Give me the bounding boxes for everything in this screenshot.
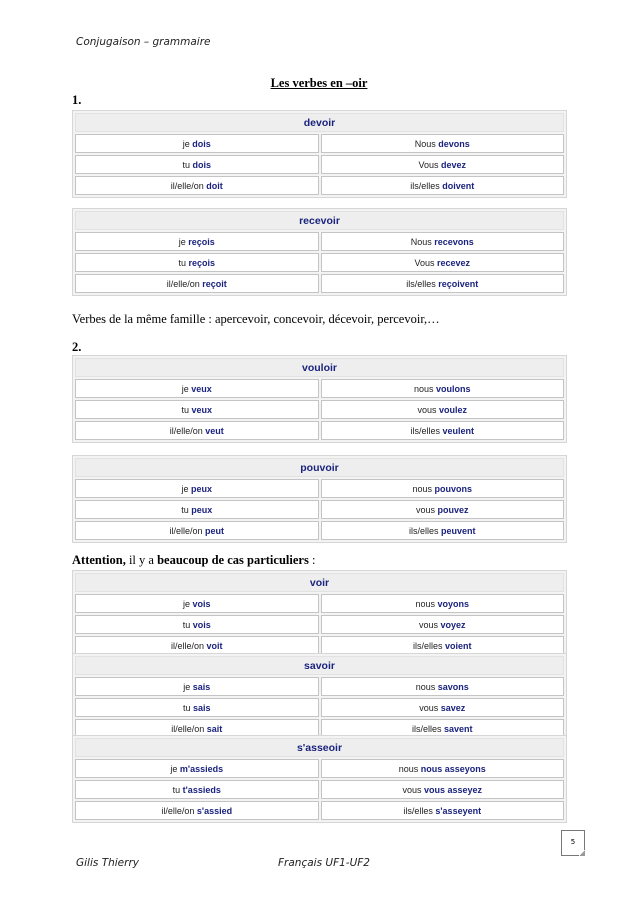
pronoun: vous [418,619,441,630]
conjugation-row [75,134,564,153]
pronoun: ils/elles [411,723,444,734]
document-title: Les verbes en –oir [270,76,368,90]
verb-form: peux [191,483,213,494]
plural-form [321,253,565,272]
verb-form: savez [440,702,466,713]
pronoun: Vous [414,257,437,268]
verb-form: sais [192,681,211,692]
pronoun: il/elle/on [171,723,207,734]
plural-form [321,594,565,613]
pronoun: nous [413,383,436,394]
verb-form: veux [191,383,212,394]
conjugation-row [75,698,564,717]
footer-author: Gilis Thierry [76,857,139,869]
plural-form [321,500,565,519]
pronoun: nous [412,483,435,494]
conjugation-row [75,479,564,498]
singular-form [75,274,319,293]
singular-form [75,253,319,272]
verb-form: s'asseyent [435,805,482,816]
singular-form [75,521,319,540]
pronoun: il/elle/on [161,805,197,816]
verb-form: reçoit [202,278,227,289]
conjugation-table-voir [72,570,567,658]
plural-form [321,232,565,251]
attention-emphasis: beaucoup de cas particuliers [157,553,309,567]
pronoun: je [178,236,189,247]
verb-form: reçoivent [438,278,479,289]
singular-form [75,615,319,634]
pronoun: Vous [418,159,441,170]
conjugation-table-vouloir [72,355,567,443]
verb-form: pouvons [434,483,473,494]
pronoun: tu [181,504,192,515]
conjugation-row [75,500,564,519]
page-number-badge: 5 [561,830,585,856]
page-header: Conjugaison – grammaire [76,36,211,48]
conjugation-row [75,521,564,540]
verb-form: m'assieds [179,763,224,774]
pronoun: vous [417,404,439,415]
pronoun: ils/elles [406,278,439,289]
pronoun: tu [172,784,183,795]
pronoun: ils/elles [410,180,443,191]
singular-form [75,698,319,717]
verb-form: voulons [436,383,471,394]
verb-form: voyons [437,598,470,609]
attention-paragraph [72,553,315,568]
conjugation-row [75,176,564,195]
pronoun: tu [181,404,192,415]
verb-form: nous asseyons [420,763,486,774]
plural-form [321,134,565,153]
pronoun: nous [398,763,421,774]
conjugation-row [75,759,564,778]
pronoun: tu [182,702,193,713]
conjugation-table-savoir [72,653,567,741]
plural-form [321,677,565,696]
attention-end: : [308,553,316,567]
verb-form: vois [192,598,211,609]
pronoun: ils/elles [410,425,443,436]
pronoun: vous [415,504,438,515]
verb-form: voient [445,640,472,651]
pronoun: vous [402,784,424,795]
verb-form: veut [205,425,224,436]
plural-form [321,780,565,799]
pronoun: je [181,383,192,394]
conjugation-table-devoir [72,110,567,198]
footer-course: Français UF1-UF2 [278,857,370,869]
pronoun: tu [178,257,189,268]
conjugation-table-sasseoir [72,735,567,823]
plural-form [321,698,565,717]
singular-form [75,594,319,613]
conjugation-row [75,232,564,251]
pronoun: nous [415,598,438,609]
singular-form [75,500,319,519]
attention-middle: il y a [125,553,158,567]
verb-form: peut [205,525,225,536]
plural-form [321,759,565,778]
pronoun: Nous [414,138,439,149]
singular-form [75,400,319,419]
plural-form [321,176,565,195]
pronoun: je [182,598,193,609]
pronoun: ils/elles [412,640,445,651]
verb-title: vouloir [75,358,564,377]
singular-form [75,801,319,820]
conjugation-row [75,801,564,820]
verb-form: peux [191,504,213,515]
verb-title: devoir [75,113,564,132]
conjugation-table-recevoir [72,208,567,296]
pronoun: il/elle/on [169,425,206,436]
conjugation-row [75,780,564,799]
verb-form: t'assieds [182,784,221,795]
verb-form: voit [206,640,223,651]
conjugation-row [75,421,564,440]
verb-form: veux [191,404,213,415]
pronoun: Nous [410,236,435,247]
plural-form [321,379,565,398]
verb-form: sais [192,702,211,713]
verb-form: savent [443,723,473,734]
verb-title: pouvoir [75,458,564,477]
verb-title: recevoir [75,211,564,230]
pronoun: vous [419,702,441,713]
singular-form [75,421,319,440]
verb-form: veulent [442,425,475,436]
conjugation-row [75,155,564,174]
singular-form [75,780,319,799]
pronoun: je [183,681,193,692]
conjugation-row [75,253,564,272]
verb-form: reçois [188,257,216,268]
pronoun: tu [182,159,193,170]
conjugation-row [75,379,564,398]
verb-form: s'assied [196,805,233,816]
plural-form [321,801,565,820]
plural-form [321,155,565,174]
family-verbs-paragraph: Verbes de la même famille : apercevoir, concevoir, décevoir, percevoir,… [72,312,440,326]
verb-form: pouvez [437,504,469,515]
plural-form [321,479,565,498]
verb-title: savoir [75,656,564,675]
plural-form [321,274,565,293]
verb-form: sait [206,723,223,734]
conjugation-row [75,400,564,419]
conjugation-row [75,594,564,613]
verb-form: doit [206,180,223,191]
verb-form: devez [441,159,467,170]
verb-form: doivent [442,180,475,191]
verb-form: voulez [439,404,468,415]
plural-form [321,615,565,634]
pronoun: il/elle/on [170,640,207,651]
verb-form: voyez [440,619,466,630]
verb-form: savons [437,681,469,692]
plural-form [321,400,565,419]
verb-form: dois [192,159,212,170]
plural-form [321,521,565,540]
pronoun: il/elle/on [169,525,206,536]
verb-form: vous asseyez [423,784,483,795]
pronoun: je [181,483,191,494]
verb-form: vois [192,619,211,630]
singular-form [75,176,319,195]
singular-form [75,677,319,696]
conjugation-row [75,274,564,293]
verb-form: peuvent [441,525,476,536]
singular-form [75,479,319,498]
pronoun: il/elle/on [166,278,203,289]
pronoun: je [182,138,193,149]
pronoun: tu [182,619,193,630]
verb-form: recevez [437,257,471,268]
verb-form: devons [438,138,470,149]
verb-title: voir [75,573,564,592]
attention-word: Attention, [72,553,126,567]
conjugation-row [75,677,564,696]
plural-form [321,421,565,440]
verb-form: recevons [434,236,474,247]
pronoun: ils/elles [403,805,436,816]
singular-form [75,134,319,153]
conjugation-table-pouvoir [72,455,567,543]
singular-form [75,155,319,174]
pronoun: je [170,763,180,774]
verb-form: dois [192,138,211,149]
pronoun: il/elle/on [170,180,207,191]
section-number-1: 1. [72,93,82,107]
section-number-2: 2. [72,340,82,354]
singular-form [75,232,319,251]
pronoun: nous [415,681,438,692]
singular-form [75,759,319,778]
pronoun: ils/elles [408,525,441,536]
verb-form: reçois [188,236,215,247]
conjugation-row [75,615,564,634]
singular-form [75,379,319,398]
verb-title: s'asseoir [75,738,564,757]
